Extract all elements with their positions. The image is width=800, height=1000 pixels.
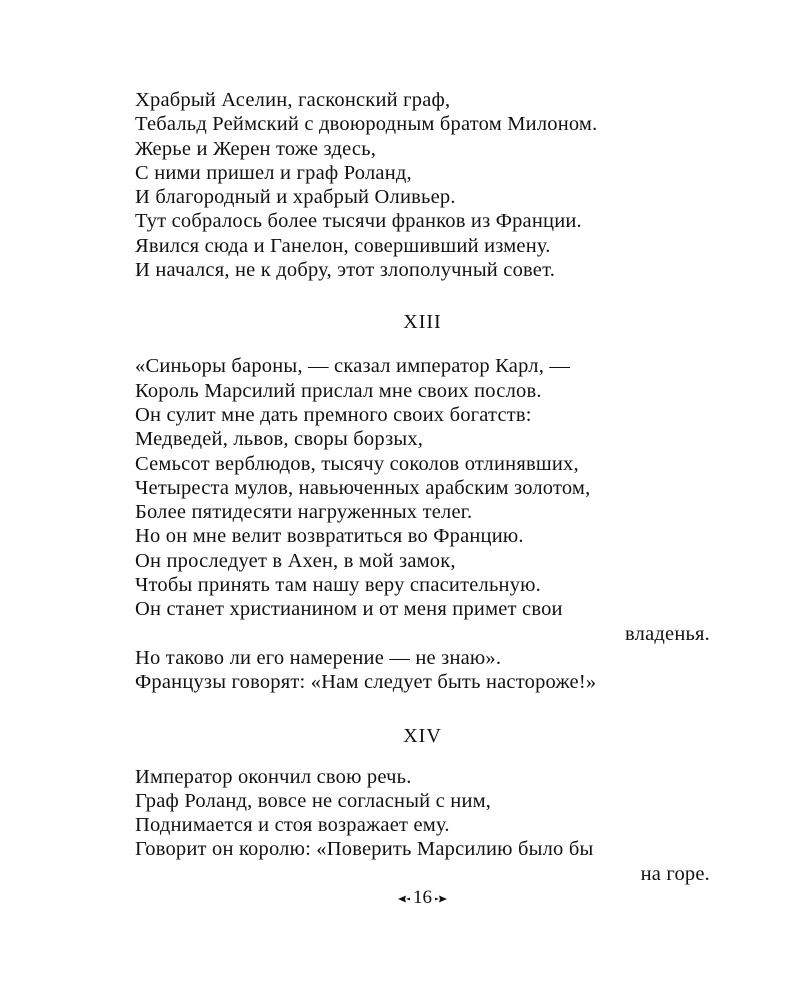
section-heading-xiv: XIV bbox=[403, 724, 442, 747]
verse-line: Он станет христианином и от меня примет свои bbox=[135, 598, 563, 621]
verse-line: Более пятидесяти нагруженных телег. bbox=[135, 501, 473, 524]
verse-line: Четыреста мулов, навьюченных арабским золотом, bbox=[135, 476, 591, 499]
page-number-text: 16 bbox=[413, 887, 432, 908]
stanza bbox=[135, 354, 710, 694]
verse-line: Поднимается и стоя возражает ему. bbox=[135, 814, 450, 837]
section-heading-xiii: XIII bbox=[403, 311, 442, 334]
verse-line: И начался, не к добру, этот злополучный совет. bbox=[135, 259, 556, 282]
verse-line: Но он мне велит возвратиться во Францию. bbox=[135, 525, 524, 548]
verse-line: Он проследует в Ахен, в мой замок, bbox=[135, 549, 456, 572]
verse-line: Граф Роланд, вовсе не согласный с ним, bbox=[135, 789, 492, 812]
ornament-left-icon bbox=[397, 894, 411, 904]
verse-line: И благородный и храбрый Оливьер. bbox=[135, 186, 456, 209]
ornament-right-icon bbox=[434, 894, 448, 904]
verse-line: Король Марсилий прислал мне своих послов. bbox=[135, 379, 542, 402]
verse-line: Медведей, львов, своры борзых, bbox=[135, 428, 424, 451]
verse-line: Тут собралось более тысячи франков из Франции. bbox=[135, 210, 582, 233]
verse-line: «Синьоры бароны, — сказал император Карл, — bbox=[135, 355, 571, 378]
verse-line-continuation: владенья. bbox=[625, 622, 710, 645]
verse-line: Император окончил свою речь. bbox=[135, 765, 412, 788]
verse-line-continuation: на горе. bbox=[640, 862, 710, 885]
verse-line: Храбрый Аселин, гасконский граф, bbox=[135, 89, 451, 111]
verse-line: Явился сюда и Ганелон, совершивший измену. bbox=[135, 234, 551, 257]
verse-line: Чтобы принять там нашу веру спасительную. bbox=[135, 574, 541, 597]
stanza bbox=[135, 765, 710, 886]
verse-line: Он сулит мне дать премного своих богатств: bbox=[135, 403, 532, 426]
verse-line: Тебальд Реймский с двоюродным братом Милоном. bbox=[135, 113, 598, 136]
verse-line: Семьсот верблюдов, тысячу соколов отлинявших, bbox=[135, 452, 579, 475]
verse-line: С ними пришел и граф Роланд, bbox=[135, 161, 412, 184]
verse-line: Но таково ли его намерение — не знаю». bbox=[135, 646, 502, 669]
page-number bbox=[135, 886, 710, 910]
verse-line: Говорит он королю: «Поверить Марсилию было бы bbox=[135, 838, 594, 861]
verse-line: Жерье и Жерен тоже здесь, bbox=[135, 137, 377, 160]
stanza bbox=[135, 88, 710, 282]
verse-line: Французы говорят: «Нам следует быть настороже!» bbox=[135, 671, 597, 694]
page-content bbox=[135, 88, 710, 908]
